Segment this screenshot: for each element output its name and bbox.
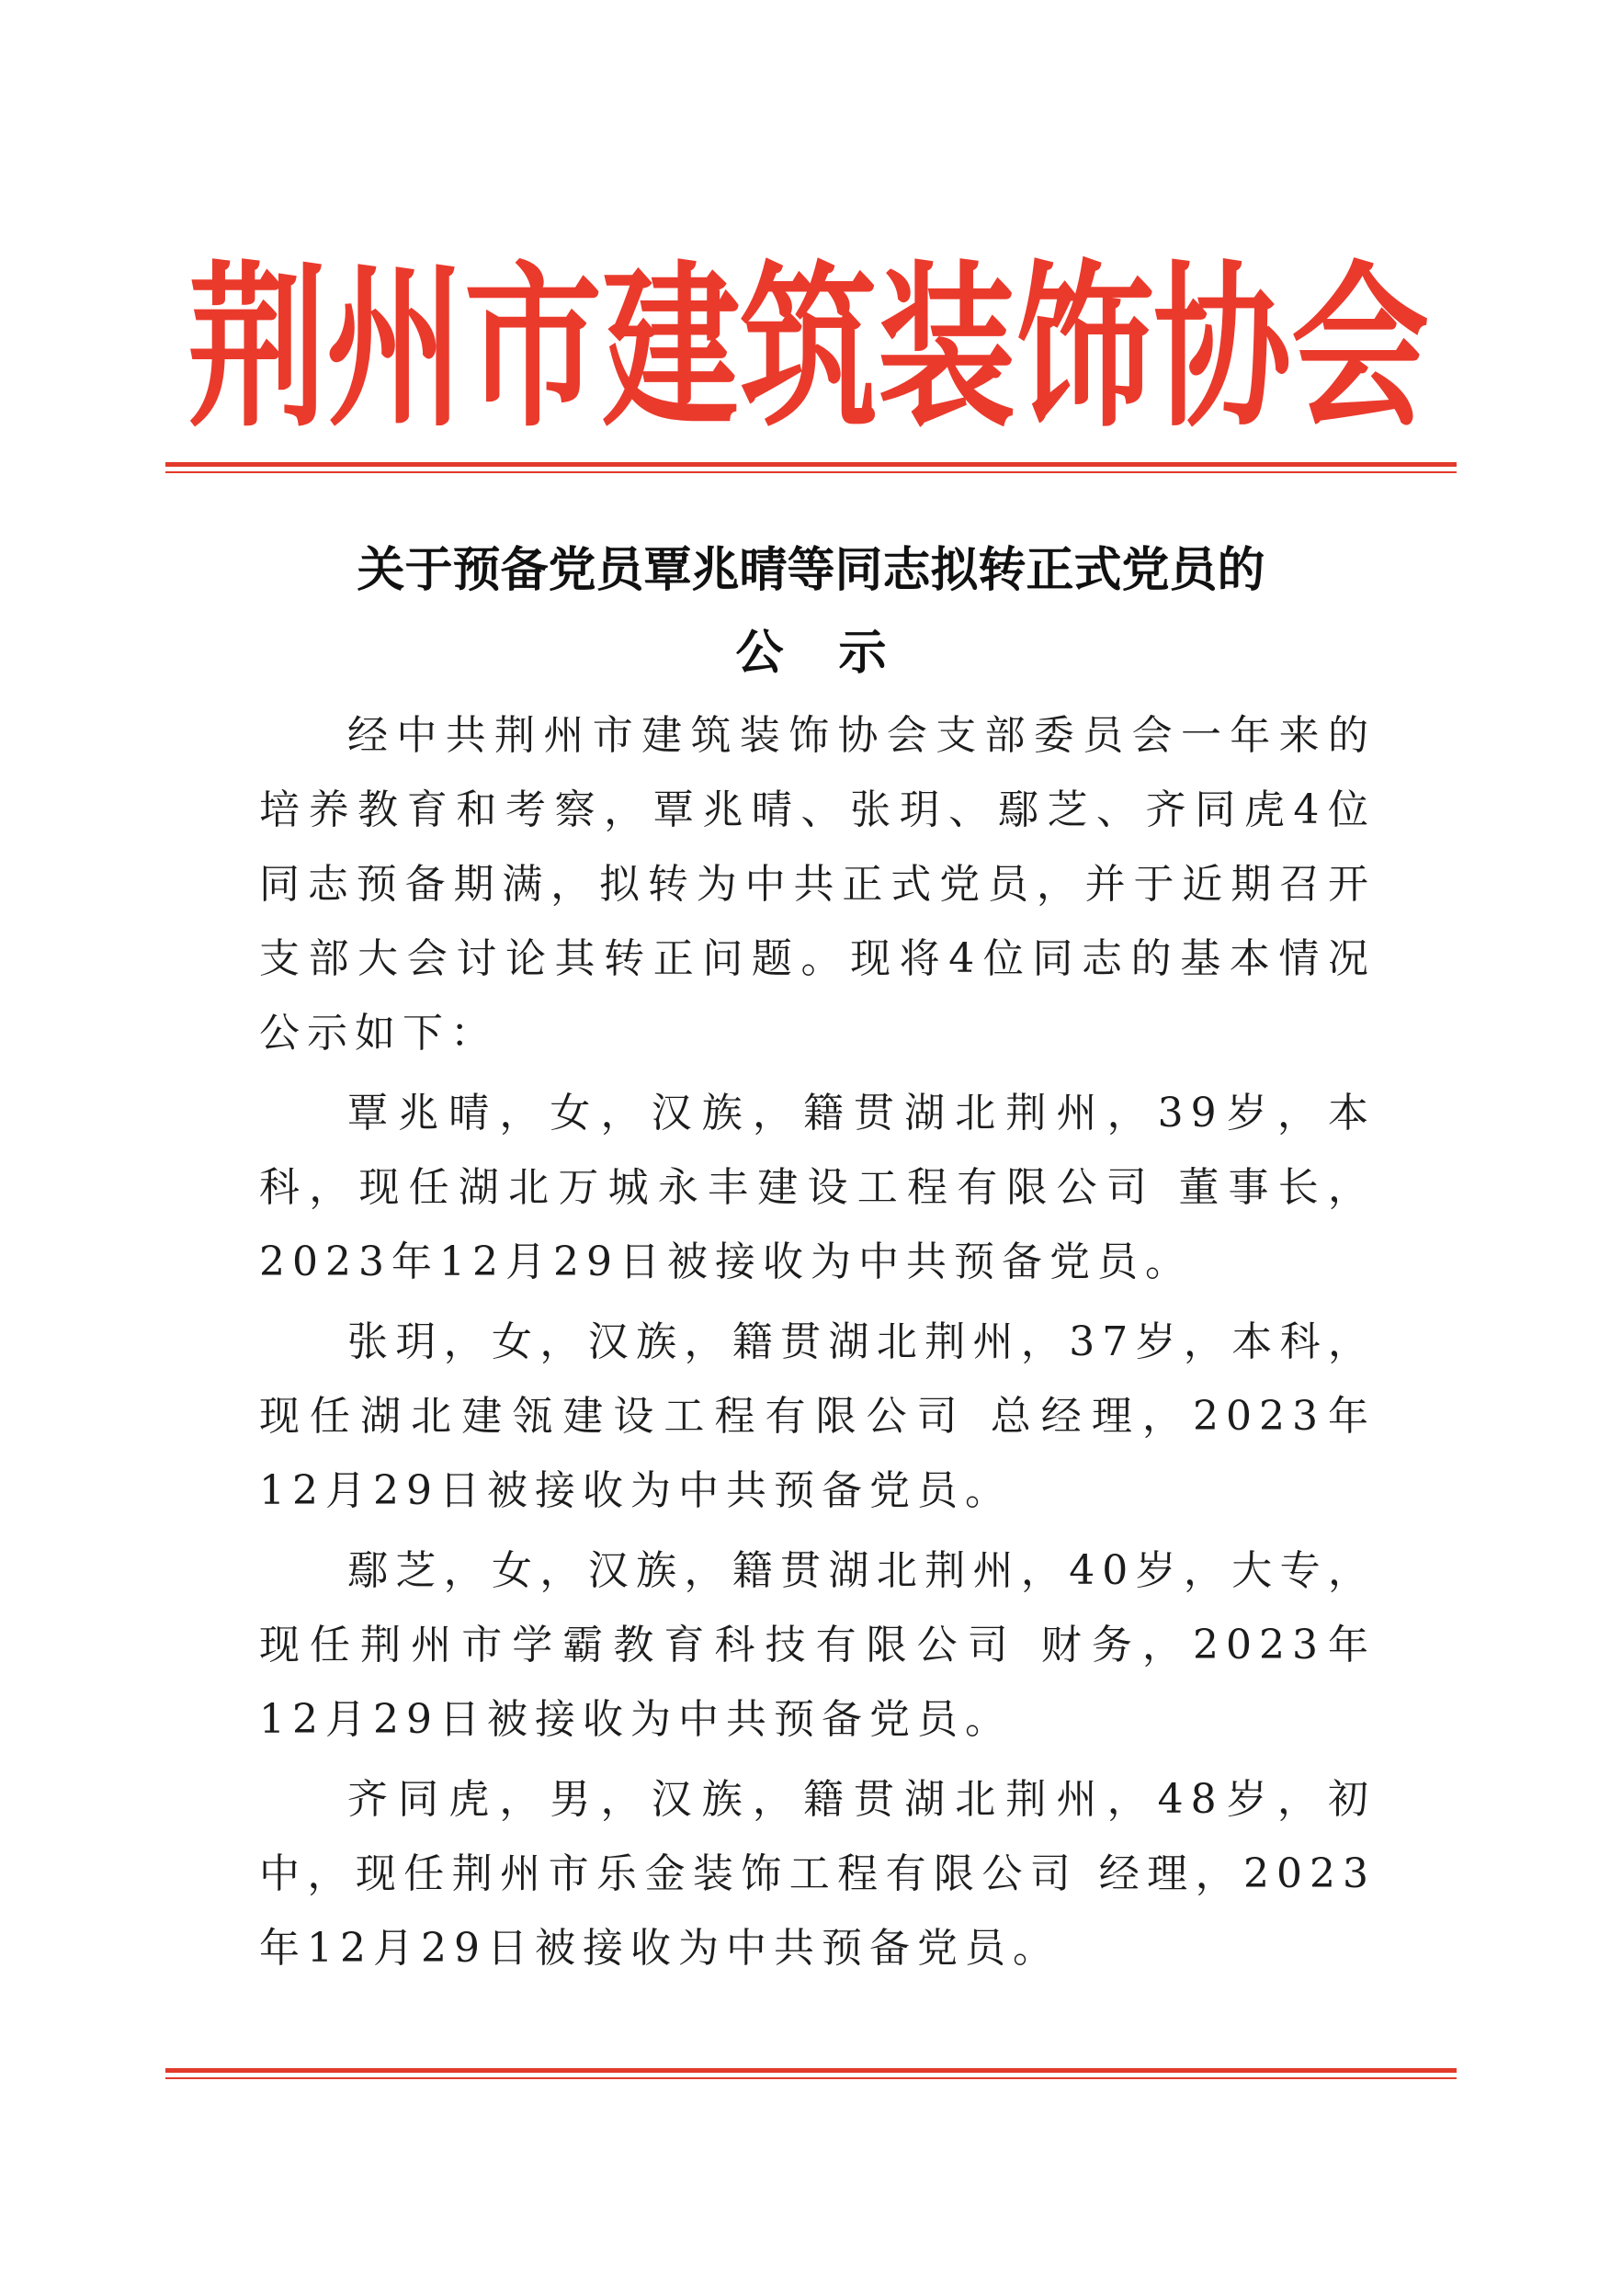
letterhead-org-name: 荆州市建筑装饰协会 xyxy=(187,246,1429,452)
footer-divider-thick xyxy=(165,2068,1457,2073)
document-body xyxy=(259,698,1376,1991)
document-title-line-1: 关于预备党员覃兆晴等同志拟转正式党员的 xyxy=(357,543,1265,598)
intro-paragraph: 经中共荆州市建筑装饰协会支部委员会一年来的培养教育和考察，覃兆晴、张玥、鄢芝、齐同虎4位同志预备期满，拟转为中共正式党员，并于近期召开支部大会讨论其转正问题。现将4位同志的基本情况公示如下： xyxy=(259,712,1376,1057)
letterhead-divider-thick xyxy=(165,462,1457,467)
member-paragraph-zhang: 张玥，女，汉族，籍贯湖北荆州，37岁，本科，现任湖北建瓴建设工程有限公司 总经理，2023年12月29日被接收为中共预备党员。 xyxy=(259,1318,1376,1514)
footer-divider-thin xyxy=(165,2077,1457,2079)
letterhead-divider-thin xyxy=(165,471,1457,473)
member-paragraph-yan: 鄢芝，女，汉族，籍贯湖北荆州，40岁，大专，现任荆州市学霸教育科技有限公司 财务，2023年12月29日被接收为中共预备党员。 xyxy=(259,1547,1376,1743)
document-title-line-2: 公示 xyxy=(735,626,942,681)
member-paragraph-qi: 齐同虎，男，汉族，籍贯湖北荆州，48岁，初中，现任荆州市乐金装饰工程有限公司 经理，2023年12月29日被接收为中共预备党员。 xyxy=(259,1776,1376,1972)
member-paragraph-qin: 覃兆晴，女，汉族，籍贯湖北荆州，39岁，本科，现任湖北万城永丰建设工程有限公司 董事长，2023年12月29日被接收为中共预备党员。 xyxy=(259,1090,1376,1285)
